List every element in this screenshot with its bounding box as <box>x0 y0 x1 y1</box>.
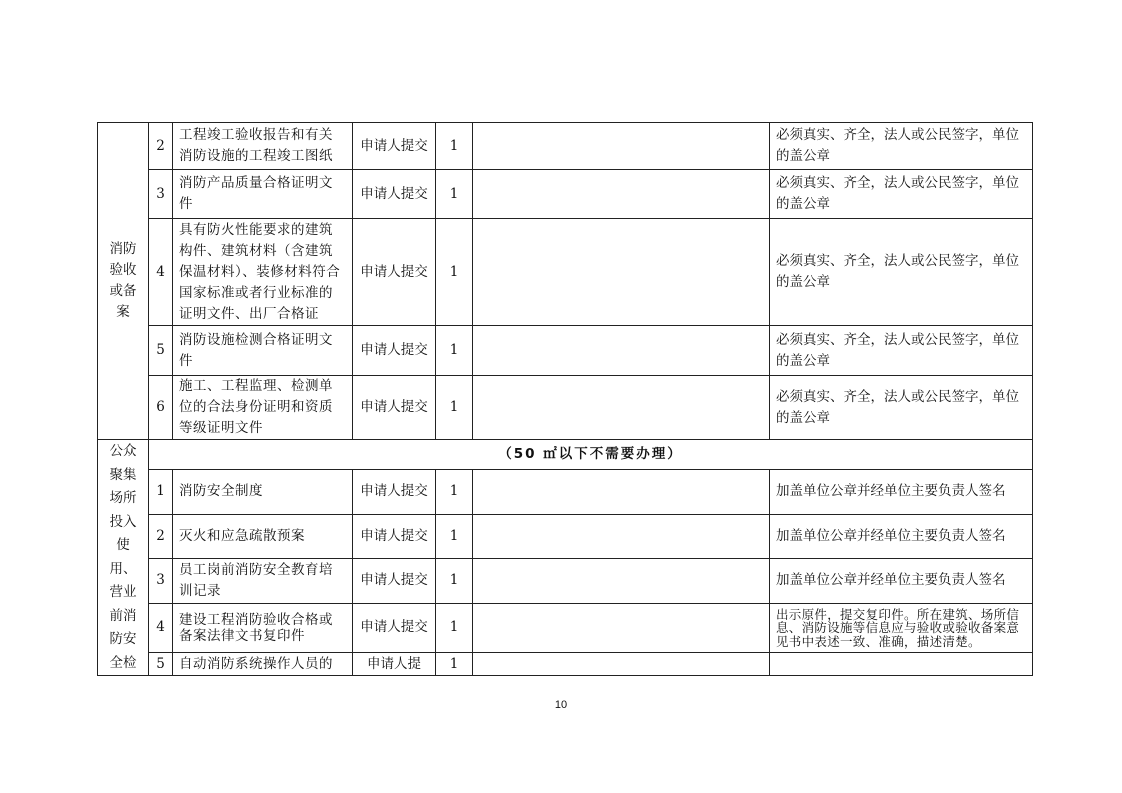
blank-cell <box>473 603 770 653</box>
item-description: 灭火和应急疏散预案 <box>173 514 353 559</box>
row-number: 2 <box>149 514 173 559</box>
row-number: 6 <box>149 376 173 440</box>
category-cell-public-venue: 公众聚集场所投入使用、营业前消防安全检 <box>98 440 149 676</box>
blank-cell <box>473 326 770 376</box>
remark-cell: 加盖单位公章并经单位主要负责人签名 <box>770 514 1033 559</box>
quantity-cell: 1 <box>436 559 473 604</box>
blank-cell <box>473 376 770 440</box>
row-number: 1 <box>149 470 173 515</box>
item-description: 施工、工程监理、检测单位的合法身份证明和资质等级证明文件 <box>173 376 353 440</box>
row-number: 4 <box>149 603 173 653</box>
quantity-cell: 1 <box>436 514 473 559</box>
page-number: 10 <box>554 699 568 711</box>
remark-cell: 加盖单位公章并经单位主要负责人签名 <box>770 470 1033 515</box>
remark-cell <box>770 653 1033 676</box>
row-number: 5 <box>149 326 173 376</box>
remark-cell: 必须真实、齐全，法人或公民签字，单位的盖公章 <box>770 170 1033 219</box>
blank-cell <box>473 514 770 559</box>
quantity-cell: 1 <box>436 470 473 515</box>
blank-cell <box>473 219 770 326</box>
submitter-cell: 申请人提 <box>353 653 436 676</box>
submitter-cell: 申请人提交 <box>353 514 436 559</box>
blank-cell <box>473 470 770 515</box>
table-row <box>98 603 1033 653</box>
quantity-cell: 1 <box>436 653 473 676</box>
quantity-cell: 1 <box>436 376 473 440</box>
submitter-cell: 申请人提交 <box>353 559 436 604</box>
remark-cell: 加盖单位公章并经单位主要负责人签名 <box>770 559 1033 604</box>
remark-cell: 必须真实、齐全，法人或公民签字，单位的盖公章 <box>770 376 1033 440</box>
item-description: 消防安全制度 <box>173 470 353 515</box>
submitter-cell: 申请人提交 <box>353 123 436 170</box>
item-description: 建设工程消防验收合格或备案法律文书复印件 <box>173 603 353 653</box>
remark-cell: 出示原件，提交复印件。所在建筑、场所信息、消防设施等信息应与验收或验收备案意见书中表述一致、准确，描述清楚。 <box>770 603 1033 653</box>
section-note: （50 ㎡以下不需要办理） <box>149 440 1033 470</box>
remark-cell: 必须真实、齐全，法人或公民签字，单位的盖公章 <box>770 326 1033 376</box>
table-row <box>98 440 1033 470</box>
table-row <box>98 123 1033 170</box>
submitter-cell: 申请人提交 <box>353 219 436 326</box>
table-row <box>98 219 1033 326</box>
item-description: 消防设施检测合格证明文件 <box>173 326 353 376</box>
table-row <box>98 170 1033 219</box>
category-cell-acceptance: 消防验收或备案 <box>98 123 149 440</box>
blank-cell <box>473 559 770 604</box>
quantity-cell: 1 <box>436 170 473 219</box>
blank-cell <box>473 170 770 219</box>
quantity-cell: 1 <box>436 219 473 326</box>
row-number: 4 <box>149 219 173 326</box>
quantity-cell: 1 <box>436 123 473 170</box>
blank-cell <box>473 123 770 170</box>
submitter-cell: 申请人提交 <box>353 326 436 376</box>
table-row <box>98 470 1033 515</box>
remark-cell: 必须真实、齐全，法人或公民签字，单位的盖公章 <box>770 123 1033 170</box>
submitter-cell: 申请人提交 <box>353 170 436 219</box>
row-number: 2 <box>149 123 173 170</box>
submitter-cell: 申请人提交 <box>353 470 436 515</box>
table-row <box>98 514 1033 559</box>
remark-cell: 必须真实、齐全，法人或公民签字，单位的盖公章 <box>770 219 1033 326</box>
table-row <box>98 653 1033 676</box>
item-description: 员工岗前消防安全教育培训记录 <box>173 559 353 604</box>
item-description: 具有防火性能要求的建筑构件、建筑材料（含建筑保温材料）、装修材料符合国家标准或者行业标准的证明文件、出厂合格证 <box>173 219 353 326</box>
item-description: 消防产品质量合格证明文件 <box>173 170 353 219</box>
quantity-cell: 1 <box>436 326 473 376</box>
submitter-cell: 申请人提交 <box>353 603 436 653</box>
table-row <box>98 326 1033 376</box>
item-description: 工程竣工验收报告和有关消防设施的工程竣工图纸 <box>173 123 353 170</box>
quantity-cell: 1 <box>436 603 473 653</box>
requirements-table <box>97 122 1033 676</box>
row-number: 3 <box>149 170 173 219</box>
blank-cell <box>473 653 770 676</box>
table-row <box>98 559 1033 604</box>
row-number: 3 <box>149 559 173 604</box>
row-number: 5 <box>149 653 173 676</box>
table-row <box>98 376 1033 440</box>
item-description: 自动消防系统操作人员的 <box>173 653 353 676</box>
submitter-cell: 申请人提交 <box>353 376 436 440</box>
